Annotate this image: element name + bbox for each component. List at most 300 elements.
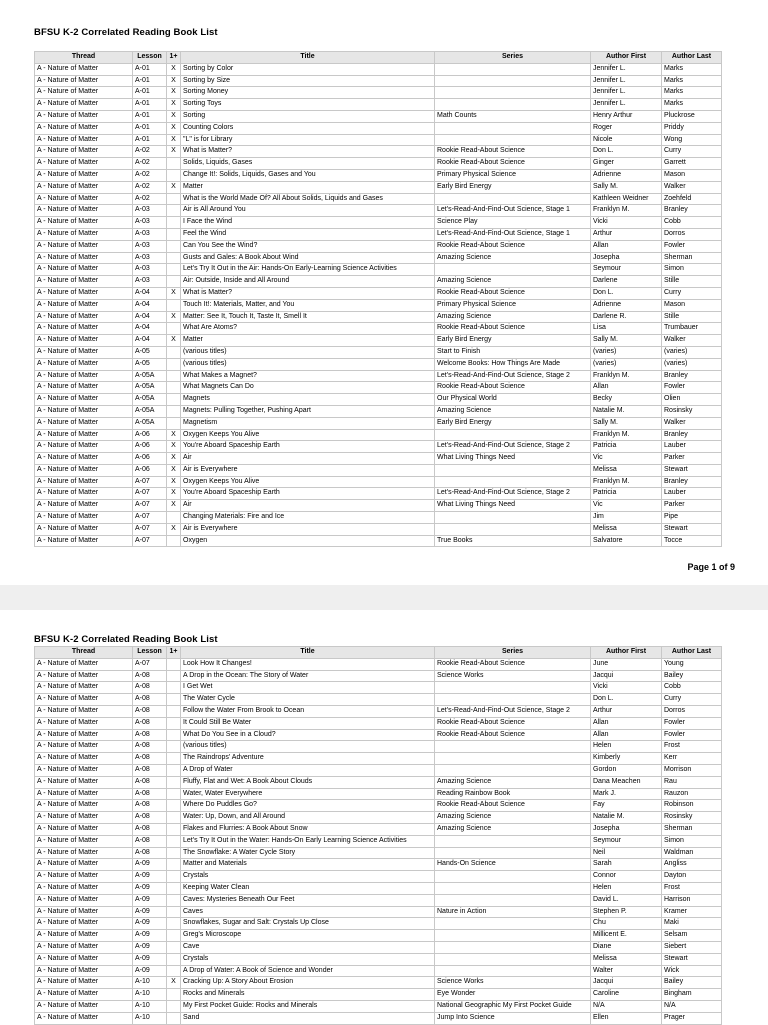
cell-title: Rocks and Minerals xyxy=(181,989,435,1001)
cell-author-last: Walker xyxy=(662,417,722,429)
cell-series: Rookie Read-About Science xyxy=(435,158,591,170)
cell-lesson: A-06 xyxy=(133,453,167,465)
cell-author-last: (varies) xyxy=(662,358,722,370)
cell-title: Let's Try It Out in the Water: Hands-On Early Learning Science Activities xyxy=(181,835,435,847)
cell-one-plus xyxy=(167,405,181,417)
table-row xyxy=(35,110,722,122)
table-body xyxy=(35,63,722,547)
cell-author-first: Franklyn M. xyxy=(591,370,662,382)
cell-thread: A - Nature of Matter xyxy=(35,835,133,847)
table-row xyxy=(35,682,722,694)
cell-thread: A - Nature of Matter xyxy=(35,753,133,765)
cell-series: Rookie Read-About Science xyxy=(435,323,591,335)
cell-series: Rookie Read-About Science xyxy=(435,717,591,729)
cell-author-last: Harrison xyxy=(662,894,722,906)
table-row xyxy=(35,788,722,800)
cell-author-last: Kerr xyxy=(662,753,722,765)
cell-series xyxy=(435,193,591,205)
cell-lesson: A-02 xyxy=(133,181,167,193)
cell-thread: A - Nature of Matter xyxy=(35,181,133,193)
cell-author-first: Caroline xyxy=(591,989,662,1001)
cell-lesson: A-04 xyxy=(133,299,167,311)
cell-lesson: A-10 xyxy=(133,1012,167,1024)
cell-series xyxy=(435,264,591,276)
cell-series xyxy=(435,764,591,776)
cell-one-plus xyxy=(167,358,181,370)
cell-series: Jump Into Science xyxy=(435,1012,591,1024)
cell-author-first: Mark J. xyxy=(591,788,662,800)
cell-series xyxy=(435,894,591,906)
cell-series: Let's-Read-And-Find-Out Science, Stage 2 xyxy=(435,441,591,453)
cell-series: Let's-Read-And-Find-Out Science, Stage 1 xyxy=(435,228,591,240)
cell-author-last: Marks xyxy=(662,75,722,87)
table-row xyxy=(35,918,722,930)
cell-author-first: June xyxy=(591,658,662,670)
cell-one-plus xyxy=(167,941,181,953)
cell-thread: A - Nature of Matter xyxy=(35,871,133,883)
table-row xyxy=(35,311,722,323)
table-row xyxy=(35,252,722,264)
cell-author-first: N/A xyxy=(591,1000,662,1012)
cell-one-plus: X xyxy=(167,977,181,989)
cell-author-first: Stephen P. xyxy=(591,906,662,918)
cell-series xyxy=(435,941,591,953)
cell-thread: A - Nature of Matter xyxy=(35,941,133,953)
cell-one-plus xyxy=(167,812,181,824)
cell-one-plus: X xyxy=(167,311,181,323)
cell-one-plus xyxy=(167,823,181,835)
table-row xyxy=(35,670,722,682)
cell-one-plus xyxy=(167,346,181,358)
cell-one-plus xyxy=(167,252,181,264)
cell-lesson: A-09 xyxy=(133,906,167,918)
cell-title: What is the World Made Of? All About Solids, Liquids and Gases xyxy=(181,193,435,205)
cell-author-last: Marks xyxy=(662,99,722,111)
cell-author-first: Salvatore xyxy=(591,535,662,547)
cell-one-plus xyxy=(167,930,181,942)
cell-lesson: A-09 xyxy=(133,965,167,977)
cell-author-first: Vic xyxy=(591,453,662,465)
cell-series xyxy=(435,694,591,706)
cell-one-plus: X xyxy=(167,500,181,512)
cell-title: Fluffy, Flat and Wet: A Book About Clouds xyxy=(181,776,435,788)
cell-lesson: A-07 xyxy=(133,500,167,512)
cell-author-last: Pluckrose xyxy=(662,110,722,122)
cell-author-first: Ellen xyxy=(591,1012,662,1024)
cell-lesson: A-03 xyxy=(133,276,167,288)
cell-one-plus: X xyxy=(167,63,181,75)
cell-author-first: Helen xyxy=(591,741,662,753)
cell-author-last: Priddy xyxy=(662,122,722,134)
cell-series xyxy=(435,99,591,111)
cell-one-plus xyxy=(167,228,181,240)
cell-thread: A - Nature of Matter xyxy=(35,441,133,453)
table-row xyxy=(35,193,722,205)
cell-thread: A - Nature of Matter xyxy=(35,358,133,370)
cell-title: Caves: Mysteries Beneath Our Feet xyxy=(181,894,435,906)
cell-lesson: A-08 xyxy=(133,800,167,812)
cell-title: What is Matter? xyxy=(181,287,435,299)
cell-lesson: A-04 xyxy=(133,311,167,323)
cell-author-first: Gordon xyxy=(591,764,662,776)
table-row xyxy=(35,823,722,835)
cell-series xyxy=(435,930,591,942)
cell-thread: A - Nature of Matter xyxy=(35,228,133,240)
cell-one-plus xyxy=(167,276,181,288)
cell-author-first: Jacqui xyxy=(591,977,662,989)
cell-thread: A - Nature of Matter xyxy=(35,240,133,252)
cell-author-last: Maki xyxy=(662,918,722,930)
cell-lesson: A-09 xyxy=(133,941,167,953)
cell-series: Rookie Read-About Science xyxy=(435,658,591,670)
cell-title: What Do You See in a Cloud? xyxy=(181,729,435,741)
cell-author-last: Cobb xyxy=(662,217,722,229)
cell-thread: A - Nature of Matter xyxy=(35,776,133,788)
cell-author-last: Branley xyxy=(662,370,722,382)
table-row xyxy=(35,488,722,500)
cell-lesson: A-05A xyxy=(133,382,167,394)
cell-title: Sorting xyxy=(181,110,435,122)
cell-author-last: Sherman xyxy=(662,823,722,835)
cell-thread: A - Nature of Matter xyxy=(35,205,133,217)
cell-series xyxy=(435,918,591,930)
table-row xyxy=(35,1000,722,1012)
table-row xyxy=(35,989,722,1001)
cell-author-first: Vicki xyxy=(591,217,662,229)
cell-one-plus xyxy=(167,800,181,812)
cell-author-last: Wick xyxy=(662,965,722,977)
cell-thread: A - Nature of Matter xyxy=(35,823,133,835)
cell-author-last: Robinson xyxy=(662,800,722,812)
cell-series: Rookie Read-About Science xyxy=(435,146,591,158)
cell-author-first: Fay xyxy=(591,800,662,812)
cell-one-plus: X xyxy=(167,464,181,476)
cell-author-last: Lauber xyxy=(662,488,722,500)
cell-title: Counting Colors xyxy=(181,122,435,134)
cell-lesson: A-09 xyxy=(133,953,167,965)
cell-title: Air is Everywhere xyxy=(181,464,435,476)
cell-thread: A - Nature of Matter xyxy=(35,370,133,382)
cell-series xyxy=(435,87,591,99)
cell-series: Amazing Science xyxy=(435,812,591,824)
cell-title: Water: Up, Down, and All Around xyxy=(181,812,435,824)
cell-author-last: Branley xyxy=(662,476,722,488)
table-row xyxy=(35,930,722,942)
table-row xyxy=(35,75,722,87)
table-row xyxy=(35,977,722,989)
cell-thread: A - Nature of Matter xyxy=(35,682,133,694)
cell-title: Where Do Puddles Go? xyxy=(181,800,435,812)
col-header-one-plus: 1+ xyxy=(167,647,181,659)
cell-lesson: A-03 xyxy=(133,205,167,217)
cell-one-plus: X xyxy=(167,110,181,122)
cell-lesson: A-07 xyxy=(133,535,167,547)
document-title: BFSU K-2 Correlated Reading Book List xyxy=(34,27,218,38)
cell-author-first: Lisa xyxy=(591,323,662,335)
cell-one-plus: X xyxy=(167,87,181,99)
cell-one-plus xyxy=(167,240,181,252)
cell-one-plus xyxy=(167,918,181,930)
cell-one-plus xyxy=(167,882,181,894)
cell-lesson: A-05 xyxy=(133,346,167,358)
cell-thread: A - Nature of Matter xyxy=(35,500,133,512)
cell-author-last: Dorros xyxy=(662,228,722,240)
cell-title: You're Aboard Spaceship Earth xyxy=(181,441,435,453)
table-row xyxy=(35,122,722,134)
table-row xyxy=(35,705,722,717)
cell-title: Feel the Wind xyxy=(181,228,435,240)
cell-author-last: Simon xyxy=(662,835,722,847)
cell-series: Welcome Books: How Things Are Made xyxy=(435,358,591,370)
cell-series xyxy=(435,882,591,894)
cell-thread: A - Nature of Matter xyxy=(35,394,133,406)
cell-author-first: Jennifer L. xyxy=(591,99,662,111)
cell-thread: A - Nature of Matter xyxy=(35,764,133,776)
cell-lesson: A-08 xyxy=(133,670,167,682)
cell-author-first: Darlene R. xyxy=(591,311,662,323)
cell-author-first: Adrienne xyxy=(591,169,662,181)
cell-author-first: Dana Meachen xyxy=(591,776,662,788)
cell-one-plus xyxy=(167,205,181,217)
cell-author-last: Frost xyxy=(662,882,722,894)
cell-author-last: Stille xyxy=(662,276,722,288)
cell-lesson: A-01 xyxy=(133,110,167,122)
cell-thread: A - Nature of Matter xyxy=(35,276,133,288)
cell-series xyxy=(435,75,591,87)
cell-author-first: Neil xyxy=(591,847,662,859)
cell-thread: A - Nature of Matter xyxy=(35,882,133,894)
reading-list-table xyxy=(34,646,722,1025)
cell-one-plus xyxy=(167,193,181,205)
cell-series xyxy=(435,122,591,134)
cell-one-plus: X xyxy=(167,75,181,87)
cell-author-last: Morrison xyxy=(662,764,722,776)
cell-one-plus xyxy=(167,658,181,670)
table-row xyxy=(35,464,722,476)
cell-series xyxy=(435,429,591,441)
table-row xyxy=(35,205,722,217)
col-header-author-first: Author First xyxy=(591,52,662,64)
cell-one-plus: X xyxy=(167,488,181,500)
cell-lesson: A-10 xyxy=(133,977,167,989)
cell-thread: A - Nature of Matter xyxy=(35,658,133,670)
cell-thread: A - Nature of Matter xyxy=(35,670,133,682)
cell-lesson: A-02 xyxy=(133,146,167,158)
cell-lesson: A-03 xyxy=(133,217,167,229)
cell-thread: A - Nature of Matter xyxy=(35,729,133,741)
cell-one-plus xyxy=(167,965,181,977)
cell-thread: A - Nature of Matter xyxy=(35,464,133,476)
cell-title: Matter and Materials xyxy=(181,859,435,871)
document-page-2 xyxy=(0,610,768,1024)
cell-title: The Raindrops' Adventure xyxy=(181,753,435,765)
cell-lesson: A-07 xyxy=(133,658,167,670)
cell-author-last: Rosinsky xyxy=(662,405,722,417)
cell-one-plus xyxy=(167,694,181,706)
cell-thread: A - Nature of Matter xyxy=(35,989,133,1001)
table-row xyxy=(35,346,722,358)
cell-author-last: Marks xyxy=(662,87,722,99)
table-row xyxy=(35,453,722,465)
cell-one-plus: X xyxy=(167,146,181,158)
cell-series: Rookie Read-About Science xyxy=(435,240,591,252)
cell-author-first: Sally M. xyxy=(591,181,662,193)
cell-author-last: Simon xyxy=(662,264,722,276)
cell-title: Cave xyxy=(181,941,435,953)
table-row xyxy=(35,906,722,918)
cell-thread: A - Nature of Matter xyxy=(35,146,133,158)
cell-series: Hands-On Science xyxy=(435,859,591,871)
cell-lesson: A-09 xyxy=(133,859,167,871)
cell-title: Follow the Water From Brook to Ocean xyxy=(181,705,435,717)
cell-one-plus xyxy=(167,394,181,406)
cell-lesson: A-06 xyxy=(133,464,167,476)
cell-one-plus xyxy=(167,1012,181,1024)
cell-series: Amazing Science xyxy=(435,276,591,288)
cell-author-last: Trumbauer xyxy=(662,323,722,335)
cell-title: What is Matter? xyxy=(181,146,435,158)
cell-thread: A - Nature of Matter xyxy=(35,694,133,706)
table-row xyxy=(35,894,722,906)
cell-author-last: Prager xyxy=(662,1012,722,1024)
cell-author-last: Pipe xyxy=(662,512,722,524)
col-header-thread: Thread xyxy=(35,647,133,659)
cell-thread: A - Nature of Matter xyxy=(35,812,133,824)
cell-series: Science Works xyxy=(435,977,591,989)
cell-thread: A - Nature of Matter xyxy=(35,122,133,134)
cell-thread: A - Nature of Matter xyxy=(35,800,133,812)
cell-title: Caves xyxy=(181,906,435,918)
cell-title: You're Aboard Spaceship Earth xyxy=(181,488,435,500)
table-row xyxy=(35,776,722,788)
cell-title: Look How It Changes! xyxy=(181,658,435,670)
cell-one-plus xyxy=(167,217,181,229)
cell-thread: A - Nature of Matter xyxy=(35,405,133,417)
cell-author-last: Marks xyxy=(662,63,722,75)
cell-series: True Books xyxy=(435,535,591,547)
cell-author-last: Walker xyxy=(662,335,722,347)
table-row xyxy=(35,181,722,193)
cell-series: National Geographic My First Pocket Guide xyxy=(435,1000,591,1012)
cell-series xyxy=(435,134,591,146)
cell-one-plus xyxy=(167,299,181,311)
cell-lesson: A-07 xyxy=(133,523,167,535)
col-header-author-last: Author Last xyxy=(662,52,722,64)
cell-thread: A - Nature of Matter xyxy=(35,977,133,989)
page-gap xyxy=(0,585,768,610)
col-header-lesson: Lesson xyxy=(133,52,167,64)
cell-author-last: Stille xyxy=(662,311,722,323)
cell-author-last: Fowler xyxy=(662,717,722,729)
cell-lesson: A-01 xyxy=(133,134,167,146)
cell-author-first: Don L. xyxy=(591,146,662,158)
cell-one-plus: X xyxy=(167,441,181,453)
cell-author-first: Kimberly xyxy=(591,753,662,765)
cell-author-first: Allan xyxy=(591,717,662,729)
cell-one-plus: X xyxy=(167,122,181,134)
cell-thread: A - Nature of Matter xyxy=(35,965,133,977)
cell-title: Solids, Liquids, Gases xyxy=(181,158,435,170)
cell-series xyxy=(435,835,591,847)
cell-series xyxy=(435,847,591,859)
cell-series: Primary Physical Science xyxy=(435,299,591,311)
cell-author-first: Sarah xyxy=(591,859,662,871)
cell-lesson: A-02 xyxy=(133,169,167,181)
cell-series: Amazing Science xyxy=(435,776,591,788)
cell-one-plus xyxy=(167,670,181,682)
cell-author-first: Jim xyxy=(591,512,662,524)
cell-one-plus: X xyxy=(167,181,181,193)
table-row xyxy=(35,859,722,871)
cell-series: Rookie Read-About Science xyxy=(435,287,591,299)
cell-author-last: Rau xyxy=(662,776,722,788)
cell-lesson: A-05A xyxy=(133,405,167,417)
cell-author-first: Jennifer L. xyxy=(591,87,662,99)
table-row xyxy=(35,1012,722,1024)
cell-title: Change It!: Solids, Liquids, Gases and You xyxy=(181,169,435,181)
table-row xyxy=(35,228,722,240)
cell-author-first: Josepha xyxy=(591,823,662,835)
cell-series xyxy=(435,476,591,488)
cell-series: Early Bird Energy xyxy=(435,417,591,429)
document-title: BFSU K-2 Correlated Reading Book List xyxy=(34,634,218,645)
cell-thread: A - Nature of Matter xyxy=(35,918,133,930)
cell-lesson: A-03 xyxy=(133,264,167,276)
table-row xyxy=(35,658,722,670)
reading-list-table xyxy=(34,51,722,547)
cell-thread: A - Nature of Matter xyxy=(35,847,133,859)
cell-one-plus: X xyxy=(167,453,181,465)
cell-title: My First Pocket Guide: Rocks and Minerals xyxy=(181,1000,435,1012)
cell-title: "L" is for Library xyxy=(181,134,435,146)
cell-series: Let's-Read-And-Find-Out Science, Stage 1 xyxy=(435,205,591,217)
cell-lesson: A-04 xyxy=(133,323,167,335)
cell-series: Nature in Action xyxy=(435,906,591,918)
cell-author-first: Kathleen Weidner xyxy=(591,193,662,205)
cell-title: Sorting Toys xyxy=(181,99,435,111)
cell-author-first: Diane xyxy=(591,941,662,953)
cell-author-first: Vicki xyxy=(591,682,662,694)
cell-author-first: (varies) xyxy=(591,346,662,358)
cell-lesson: A-05A xyxy=(133,370,167,382)
cell-author-last: Kramer xyxy=(662,906,722,918)
table-row xyxy=(35,764,722,776)
cell-thread: A - Nature of Matter xyxy=(35,705,133,717)
cell-author-last: Rauzon xyxy=(662,788,722,800)
cell-title: Sorting by Size xyxy=(181,75,435,87)
cell-one-plus xyxy=(167,859,181,871)
cell-title: Greg's Microscope xyxy=(181,930,435,942)
cell-series: Rookie Read-About Science xyxy=(435,729,591,741)
cell-author-first: Darlene xyxy=(591,276,662,288)
cell-author-first: Nicole xyxy=(591,134,662,146)
cell-series: Amazing Science xyxy=(435,252,591,264)
cell-author-first: Patricia xyxy=(591,488,662,500)
cell-one-plus xyxy=(167,989,181,1001)
table-row xyxy=(35,523,722,535)
cell-lesson: A-09 xyxy=(133,894,167,906)
cell-lesson: A-09 xyxy=(133,930,167,942)
cell-thread: A - Nature of Matter xyxy=(35,63,133,75)
cell-lesson: A-02 xyxy=(133,158,167,170)
table-row xyxy=(35,382,722,394)
cell-thread: A - Nature of Matter xyxy=(35,953,133,965)
cell-lesson: A-01 xyxy=(133,99,167,111)
cell-lesson: A-09 xyxy=(133,871,167,883)
cell-lesson: A-08 xyxy=(133,812,167,824)
cell-thread: A - Nature of Matter xyxy=(35,1012,133,1024)
cell-lesson: A-08 xyxy=(133,729,167,741)
